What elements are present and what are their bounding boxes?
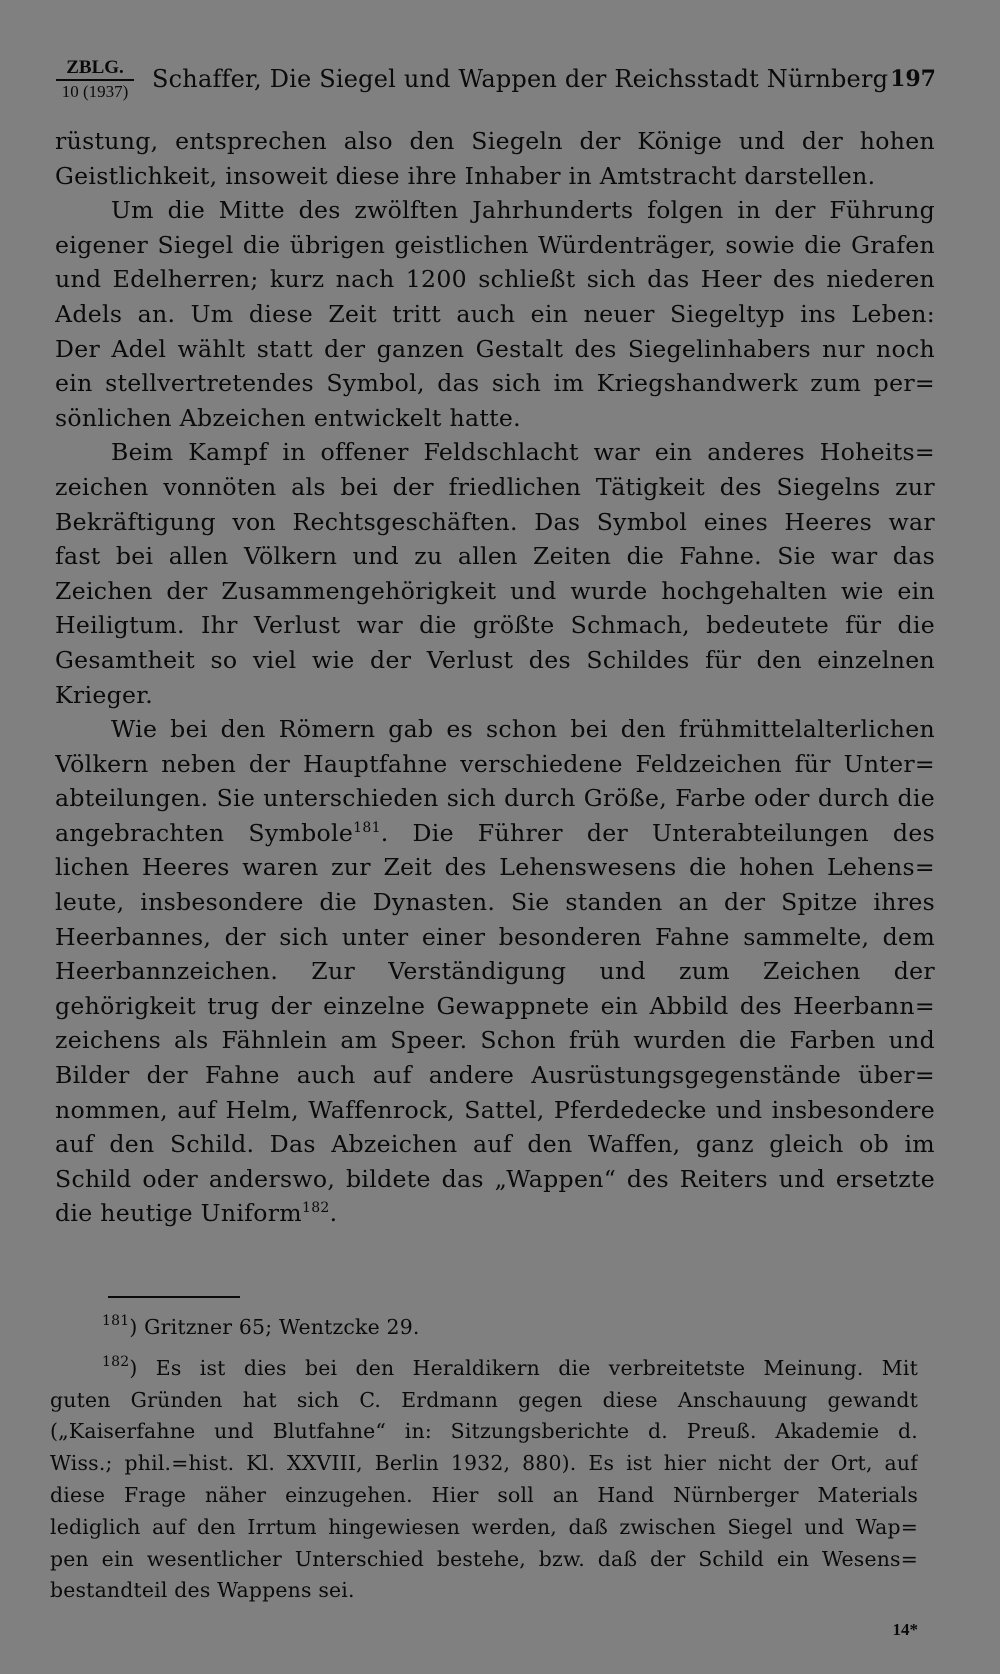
footnote-line: [50, 1312, 918, 1344]
footnote-line: [50, 1353, 918, 1385]
footnote-181: [50, 1312, 918, 1344]
text-line: Gesamtheit so viel wie der Verlust des Schildes für den einzelnen: [55, 645, 935, 674]
footnote-line: diese Frage näher einzugehen. Hier soll an Hand Nürnberger Materials: [50, 1482, 918, 1507]
text-line: Beim Kampf in offener Feldschlacht war ein anderes Hoheits=: [111, 438, 935, 467]
text-line: Heerbannzeichen. Zur Verständigung und zum Zeichen der: [55, 957, 935, 986]
footnote-separator: [108, 1296, 240, 1298]
text-line: Bekräftigung von Rechtsgeschäften. Das Symbol eines Heeres war: [55, 507, 935, 536]
footnote-gap: [50, 1344, 918, 1353]
text-line: Schild oder anderswo, bildete das „Wappen“ des Reiters und ersetzte: [55, 1164, 935, 1193]
footnote-marker: 182: [102, 1353, 130, 1370]
text-line: Adels an. Um diese Zeit tritt auch ein neuer Siegeltyp ins Leben:: [55, 299, 935, 328]
text-line: eigener Siegel die übrigen geistlichen Würdenträger, sowie die Grafen: [55, 230, 935, 259]
text-segment: .: [329, 1199, 338, 1228]
text-line: leute, insbesondere die Dynasten. Sie standen an der Spitze ihres: [55, 888, 935, 917]
footnote-marker: 181: [102, 1313, 130, 1329]
text-line: zeichens als Fähnlein am Speer. Schon früh wurden die Farben und: [55, 1026, 935, 1055]
text-line: zeichen vonnöten als bei der friedlichen Tätigkeit des Siegelns zur: [55, 472, 935, 501]
text-line: abteilungen. Sie unterschieden sich durch Größe, Farbe oder durch die: [55, 784, 935, 813]
running-title: Schaffer, Die Siegel und Wappen der Reichsstadt Nürnberg: [152, 65, 889, 93]
sheet-signature: 14*: [892, 1620, 918, 1639]
journal-volume: 10 (1937): [61, 82, 129, 101]
footnote-line: bestandteil des Wappens sei.: [50, 1578, 355, 1603]
text-line: Der Adel wählt statt der ganzen Gestalt des Siegelinhabers nur noch: [55, 334, 935, 363]
text-line: Wie bei den Römern gab es schon bei den frühmittelalterlichen: [111, 715, 935, 744]
text-line: sönlichen Abzeichen entwickelt hatte.: [55, 403, 521, 432]
text-segment: angebrachten Symbole: [55, 818, 354, 847]
body-text: [55, 124, 935, 1231]
text-line: Bilder der Fahne auch auf andere Ausrüstungsgegenstände über=: [55, 1061, 935, 1090]
footnote-line: lediglich auf den Irrtum hingewiesen werden, daß zwischen Siegel und Wap=: [50, 1514, 918, 1539]
text-line: Zeichen der Zusammengehörigkeit und wurde hochgehalten wie ein: [55, 576, 935, 605]
footnote-text: ) Gritzner 65; Wentzcke 29.: [129, 1315, 420, 1339]
paragraph-2: [55, 193, 935, 435]
text-line: [55, 816, 935, 851]
text-line: auf den Schild. Das Abzeichen auf den Waffen, ganz gleich ob im: [55, 1130, 935, 1159]
footnote-line: Wiss.; phil.=hist. Kl. XXVIII, Berlin 1932, 880). Es ist hier nicht der Ort, auf: [50, 1451, 918, 1476]
text-line: und Edelherren; kurz nach 1200 schließt sich das Heer des niederen: [55, 265, 935, 294]
paragraph-1: [55, 124, 935, 193]
text-line: Geistlichkeit, insoweit diese ihre Inhaber in Amtstracht darstellen.: [55, 161, 876, 190]
footnotes: [50, 1312, 918, 1607]
footnote-reference-181[interactable]: 181: [353, 819, 381, 836]
text-segment: . Die Führer der Unterabteilungen des: [380, 818, 935, 847]
text-line: Heiligtum. Ihr Verlust war die größte Schmach, bedeutete für die: [55, 611, 935, 640]
paragraph-4: [55, 712, 935, 1231]
text-line: fast bei allen Völkern und zu allen Zeiten die Fahne. Sie war das: [55, 542, 935, 571]
text-line: gehörigkeit trug der einzelne Gewappnete ein Abbild des Heerbann=: [55, 991, 935, 1020]
text-line: Heerbannes, der sich unter einer besonderen Fahne sammelte, dem: [55, 922, 935, 951]
journal-reference: [56, 58, 134, 103]
text-line: rüstung, entsprechen also den Siegeln der Könige und der hohen: [55, 127, 935, 155]
footnote-reference-182[interactable]: 182: [301, 1200, 330, 1217]
footnote-line: („Kaiserfahne und Blutfahne“ in: Sitzungsberichte d. Preuß. Akademie d.: [50, 1419, 918, 1444]
text-line: Um die Mitte des zwölften Jahrhunderts folgen in der Führung: [111, 196, 935, 225]
journal-abbreviation: ZBLG.: [56, 58, 134, 81]
page-number: 197: [890, 66, 936, 92]
text-line: lichen Heeres waren zur Zeit des Lehenswesens die hohen Lehens=: [55, 853, 935, 882]
running-head: [56, 58, 936, 106]
text-line: [55, 1196, 935, 1231]
text-line: nommen, auf Helm, Waffenrock, Sattel, Pferdedecke und insbesondere: [55, 1095, 935, 1124]
footnote-line: pen ein wesentlicher Unterschied bestehe, bzw. daß der Schild ein Wesens=: [50, 1546, 918, 1571]
footnote-line: guten Gründen hat sich C. Erdmann gegen diese Anschauung gewandt: [50, 1387, 918, 1412]
text-line: ein stellvertretendes Symbol, das sich im Kriegshandwerk zum per=: [55, 369, 935, 398]
footnote-182: [50, 1353, 918, 1607]
footnote-text: ) Es ist dies bei den Heraldikern die verbreitetste Meinung. Mit: [129, 1355, 918, 1380]
text-line: Krieger.: [55, 680, 154, 709]
text-line: Völkern neben der Hauptfahne verschiedene Feldzeichen für Unter=: [55, 749, 935, 778]
paragraph-3: [55, 435, 935, 712]
text-segment: die heutige Uniform: [55, 1199, 302, 1228]
